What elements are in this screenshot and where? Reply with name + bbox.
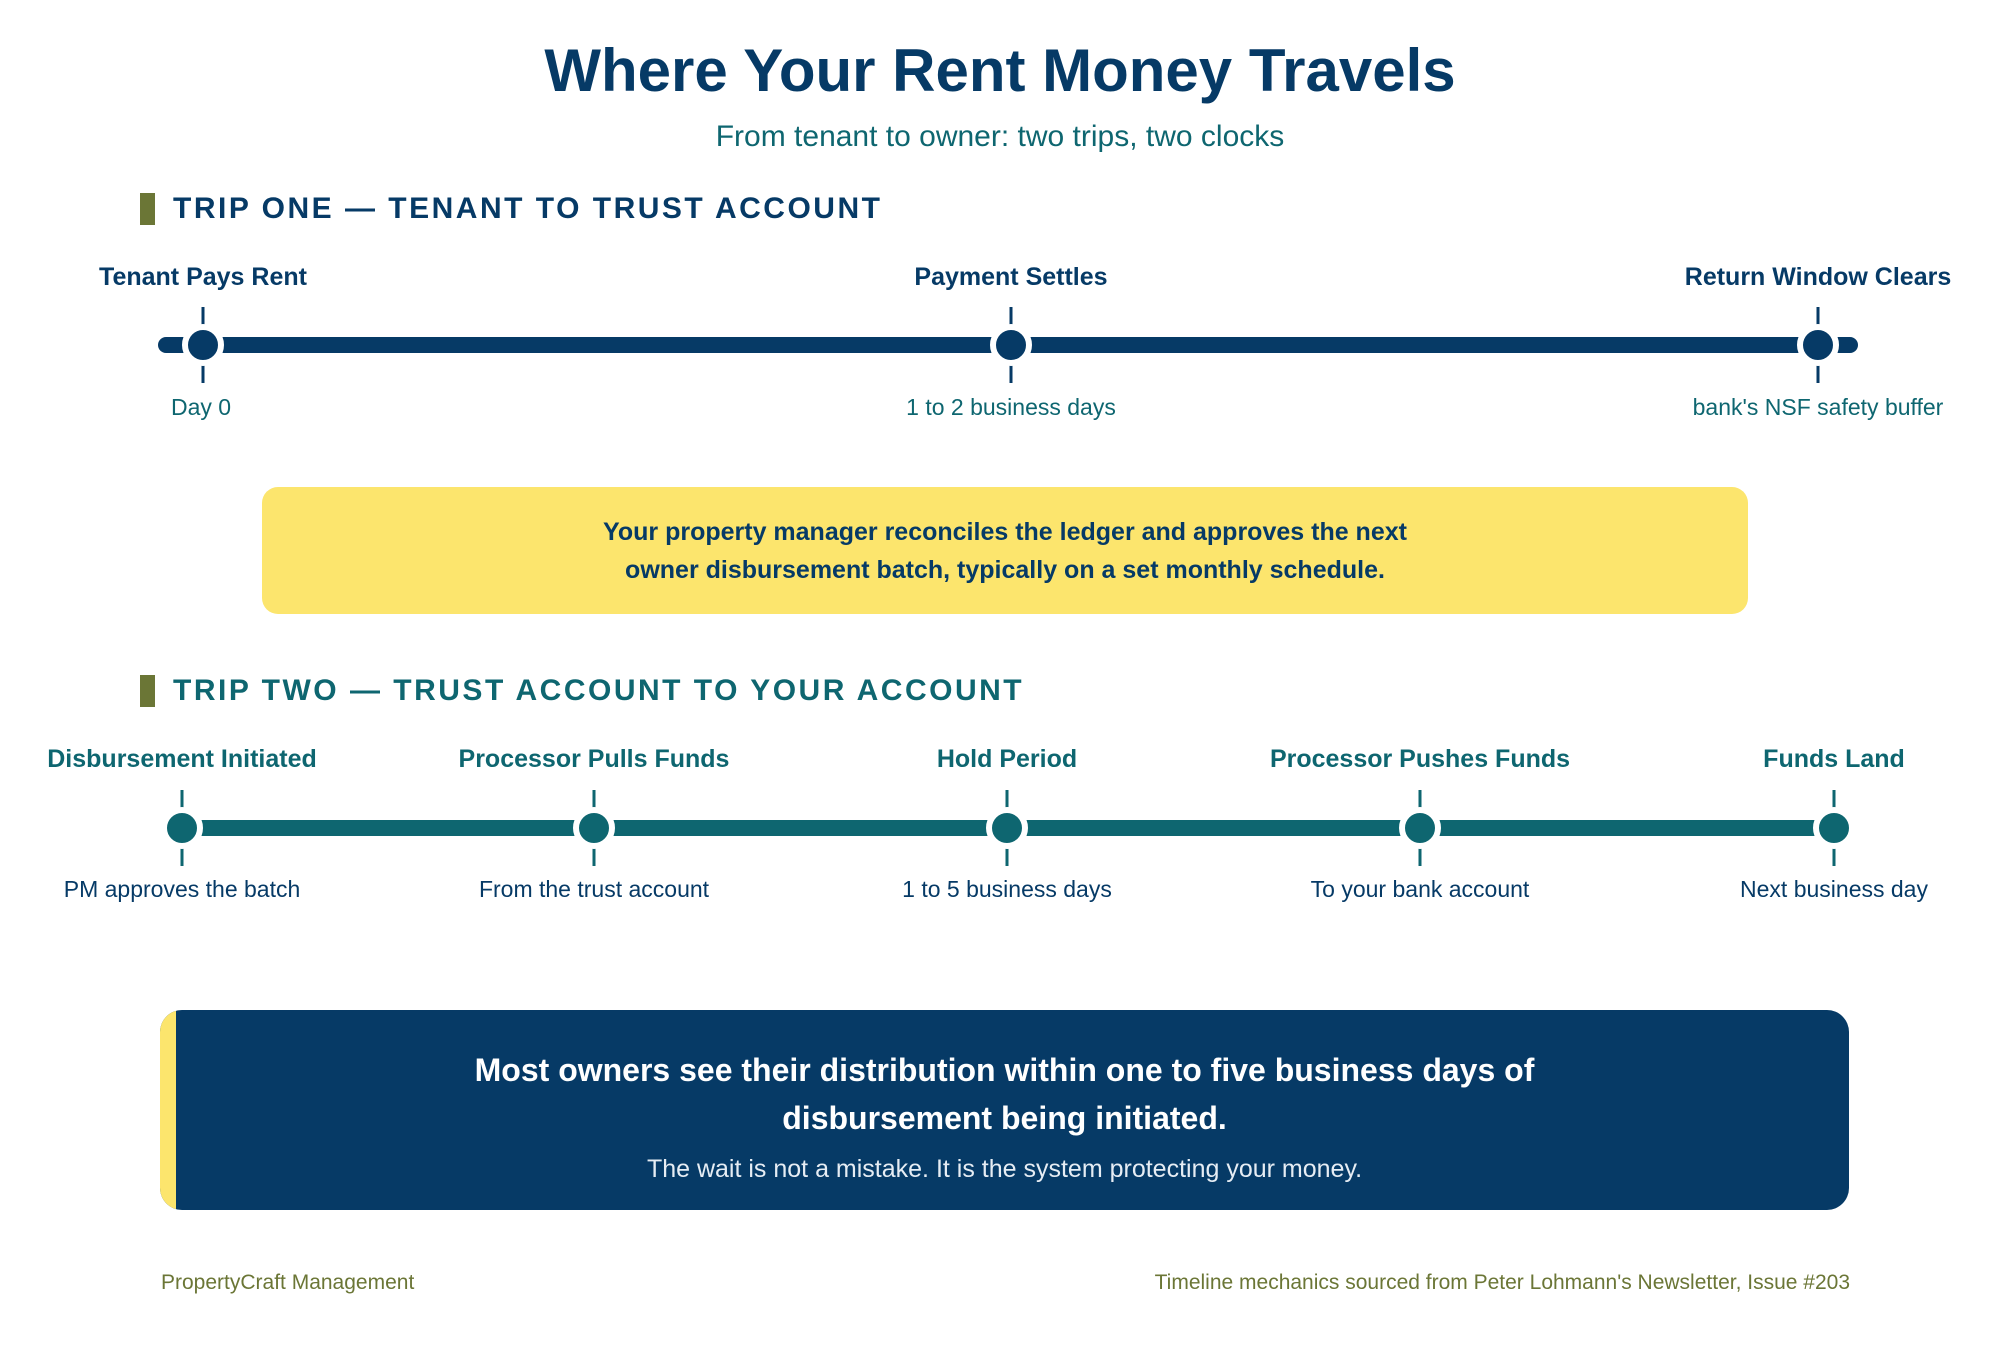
trip-one-stage-label: Tenant Pays Rent bbox=[99, 263, 307, 291]
trip-one-heading bbox=[140, 193, 882, 225]
trip-two-stage-label: Funds Land bbox=[1763, 745, 1905, 773]
trip-two-stage-note: Next business day bbox=[1740, 876, 1928, 902]
summary-subtext: The wait is not a mistake. It is the system protecting your money. bbox=[646, 1155, 1363, 1183]
trip-one-heading-text: TRIP ONE — TENANT TO TRUST ACCOUNT bbox=[173, 192, 883, 225]
trip-two-stage-marker-4 bbox=[1816, 790, 1852, 866]
page-title: Where Your Rent Money Travels bbox=[544, 37, 1456, 104]
trip-two-stage-marker-2 bbox=[989, 790, 1025, 866]
summary-banner bbox=[160, 1010, 1849, 1210]
trip-two-heading bbox=[140, 675, 1024, 707]
summary-headline: Most owners see their distribution within one to five business days of disbursement being initiated. bbox=[474, 1052, 1535, 1136]
trip-two-stage-marker-3 bbox=[1402, 790, 1438, 866]
trip-two-stage-note: PM approves the batch bbox=[63, 876, 301, 902]
page-subtitle: From tenant to owner: two trips, two clocks bbox=[715, 120, 1285, 153]
trip-two-stage-marker-1 bbox=[576, 790, 612, 866]
trip-two-heading-text: TRIP TWO — TRUST ACCOUNT TO YOUR ACCOUNT bbox=[173, 674, 1025, 707]
trip-one-stage-marker-2 bbox=[1800, 307, 1836, 383]
trip-one-stage-marker-1 bbox=[993, 307, 1029, 383]
trip-two-stage-label: Processor Pulls Funds bbox=[458, 745, 730, 773]
trip-two-stage-marker-0 bbox=[164, 790, 200, 866]
section-marker-bar bbox=[140, 193, 155, 225]
footer-source: Timeline mechanics sourced from Peter Lohmann's Newsletter, Issue #203 bbox=[1154, 1271, 1850, 1294]
trip-two-stage-note: To your bank account bbox=[1310, 876, 1530, 902]
trip-one-timeline bbox=[0, 300, 2000, 390]
reconcile-callout-text: Your property manager reconciles the ledger and approves the next owner disbursement batch, typically on a set monthly schedule. bbox=[603, 517, 1407, 584]
trip-one-stage-note: 1 to 2 business days bbox=[906, 394, 1116, 420]
reconcile-callout bbox=[262, 487, 1748, 614]
trip-one-stage-note: bank's NSF safety buffer bbox=[1692, 394, 1944, 420]
trip-one-stage-label: Payment Settles bbox=[914, 263, 1108, 291]
trip-two-stage-note: 1 to 5 business days bbox=[902, 876, 1112, 902]
trip-one-stage-label: Return Window Clears bbox=[1684, 263, 1952, 291]
trip-one-stage-note: Day 0 bbox=[170, 394, 232, 420]
trip-two-timeline bbox=[0, 783, 2000, 873]
trip-two-stage-label: Processor Pushes Funds bbox=[1269, 745, 1571, 773]
trip-one-stage-marker-0 bbox=[185, 307, 221, 383]
trip-two-stage-label: Hold Period bbox=[936, 745, 1078, 773]
section-marker-bar bbox=[140, 675, 155, 707]
footer-brand: PropertyCraft Management bbox=[161, 1271, 415, 1294]
trip-two-stage-note: From the trust account bbox=[478, 876, 710, 902]
trip-two-stage-label: Disbursement Initiated bbox=[47, 745, 317, 773]
